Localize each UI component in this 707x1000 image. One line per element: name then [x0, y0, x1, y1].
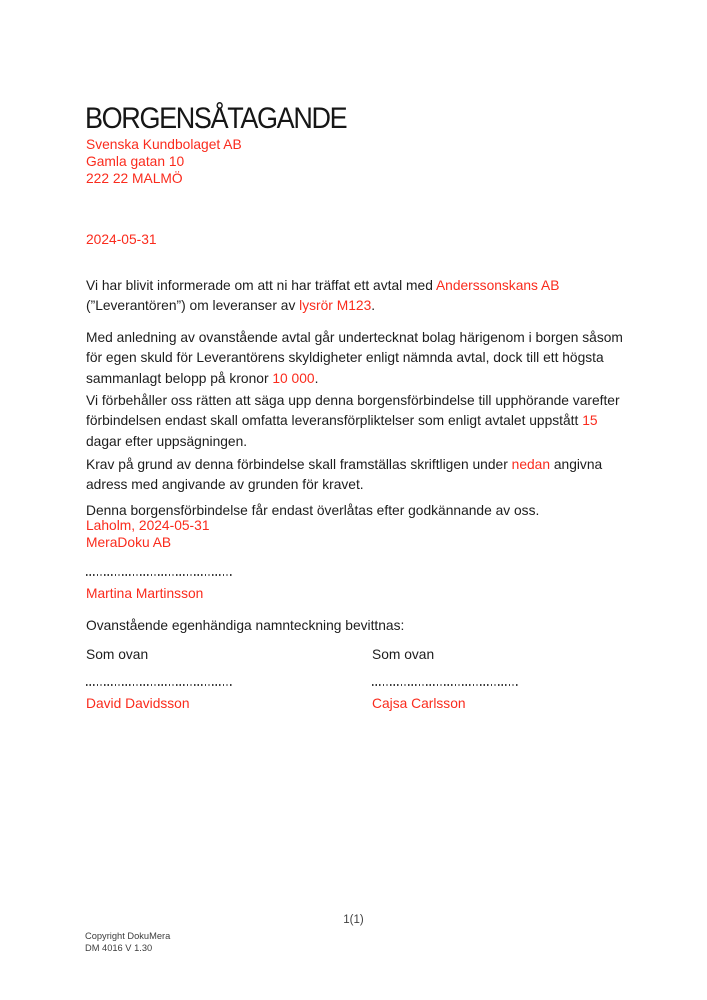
signature-line-guarantor — [86, 574, 233, 576]
paragraph-claims-address — [86, 455, 634, 496]
body-text-segment: . — [314, 370, 319, 386]
body-text-segment: . — [371, 298, 376, 314]
witness-left-name: David Davidsson — [86, 696, 190, 711]
body-text-segment: Vi har blivit informerade om att ni har träffat ett avtal med — [86, 277, 436, 293]
body-text-segment: Med anledning av ovanstående avtal går undertecknat bolag härigenom i borgen såsom för egen skuld för Leverantörens skyldigheter enligt nämnda avtal, dock till ett högsta sammanlagt belopp på kronor — [86, 329, 623, 386]
signoff-place-date: Laholm, 2024-05-31 — [86, 518, 210, 533]
page-number: 1(1) — [343, 914, 364, 926]
body-text-segment: angivna adress med angivande av grunden för kravet. — [86, 456, 603, 493]
recipient-company: Svenska Kundbolaget AB — [86, 137, 242, 152]
highlighted-field-value: 15 — [582, 413, 598, 429]
paragraph-termination — [86, 391, 634, 453]
recipient-city: 222 22 MALMÖ — [86, 171, 183, 187]
signature-line-witness-right — [372, 684, 519, 686]
recipient-address-block — [86, 136, 242, 188]
body-text-segment: Vi förbehåller oss rätten att säga upp denna borgensförbindelse till upphörande varefter förbindelsen endast skall omfatta leveransförpliktelser som enligt avtalet uppstått — [86, 392, 620, 429]
signature-line-witness-left — [86, 684, 233, 686]
signoff-company: MeraDoku AB — [86, 535, 172, 551]
paragraph-guarantee-amount — [86, 328, 634, 390]
witness-right-name: Cajsa Carlsson — [372, 696, 466, 711]
document-date: 2024-05-31 — [86, 232, 157, 247]
body-text-segment: Denna borgensförbindelse får endast överlåtas efter godkännande av oss. — [86, 502, 540, 518]
document-title: BORGENSÅTAGANDE — [85, 102, 347, 136]
footer-copyright: Copyright DokuMera — [85, 931, 171, 941]
body-text-segment: (”Leverantören”) om leveranser av — [86, 298, 300, 314]
witness-heading: Ovanstående egenhändiga namnteckning bevittnas: — [86, 618, 405, 633]
highlighted-field-value: Anderssonskans AB — [435, 277, 560, 293]
signoff-block — [86, 517, 210, 551]
highlighted-field-value: 10 000 — [272, 370, 315, 386]
highlighted-field-value: nedan — [511, 456, 551, 472]
highlighted-field-value: lysrör M123 — [299, 298, 372, 314]
witness-left-as-above: Som ovan — [86, 647, 149, 662]
footer-copyright-block — [85, 931, 170, 954]
body-text-segment: dagar efter uppsägningen. — [86, 433, 248, 449]
recipient-street: Gamla gatan 10 — [86, 154, 185, 170]
paragraph-agreement-info — [86, 276, 634, 317]
witness-right-as-above: Som ovan — [372, 647, 435, 662]
signatory-name: Martina Martinsson — [86, 586, 204, 601]
footer-doc-id: DM 4016 V 1.30 — [85, 942, 153, 953]
body-text-segment: Krav på grund av denna förbindelse skall framställas skriftligen under — [86, 456, 512, 472]
